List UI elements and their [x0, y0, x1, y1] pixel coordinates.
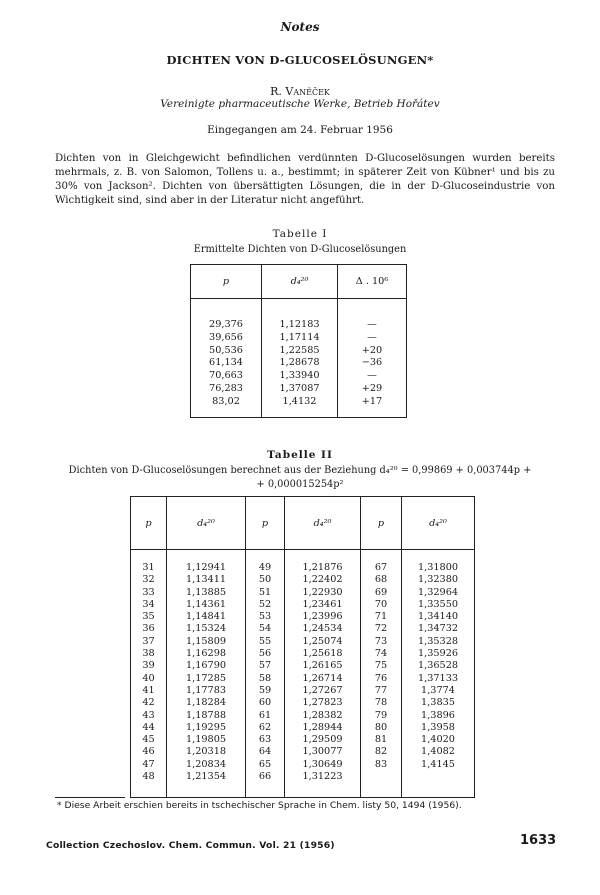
- table1-col-delta: — — +20 −36 — +29 +17: [361, 319, 383, 407]
- table2-col-p2: 49 50 51 52 53 54 55 56 57 58 59 60 61 62 63 64 65 66: [246, 550, 285, 798]
- journal-citation: Collection Czechoslov. Chem. Commun. Vol. 21 (1956): [46, 840, 335, 851]
- author: R. Vaněček: [270, 85, 330, 98]
- table1-col-p: 29,376 39,656 50,536 61,134 70,663 76,283 83,02: [191, 299, 262, 418]
- table2-header-p3: p: [361, 497, 402, 550]
- table1-header-density: d₄²⁰: [262, 265, 338, 299]
- table2-col-d1: 1,12941 1,13411 1,13885 1,14361 1,14841 1,15324 1,15809 1,16298 1,16790 1,17285 1,17783 1,18284 1,18788 1,19295 1,19805 1,20318 1,20834 1,21354: [167, 550, 246, 798]
- table2-col-d3: 1,31800 1,32380 1,32964 1,33550 1,34140 1,34732 1,35328 1,35926 1,36528 1,37133 1,3774 1,3835 1,3896 1,3958 1,4020 1,4082 1,4145: [417, 562, 459, 770]
- table2-subtitle-cont: + 0,000015254p²: [256, 479, 344, 490]
- table2-header-p2: p: [246, 497, 285, 550]
- table2: [130, 496, 475, 798]
- table1-col-density: 1,12183 1,17114 1,22585 1,28678 1,33940 1,37087 1,4132: [262, 299, 338, 418]
- table2-col-p3: 67 68 69 70 71 72 73 74 75 76 77 78 79 80 81 82 83: [361, 550, 402, 798]
- page-number: 1633: [520, 833, 557, 848]
- received-date: Eingegangen am 24. Februar 1956: [207, 124, 393, 136]
- table1-header-p: p: [191, 265, 262, 299]
- table2-col-d2: 1,21876 1,22402 1,22930 1,23461 1,23996 1,24534 1,25074 1,25618 1,26165 1,26714 1,27267 1,27823 1,28382 1,28944 1,29509 1,30077 1,30649 1,31223: [285, 550, 361, 798]
- table1: [190, 264, 407, 418]
- table2-caption: Tabelle II: [267, 449, 333, 461]
- table2-header-d2: d₄²⁰: [285, 497, 361, 550]
- table1-caption: Tabelle I: [272, 228, 328, 240]
- table2-header-p1: p: [131, 497, 167, 550]
- body-paragraph: Dichten von in Gleichgewicht befindlichen verdünnten D-Glucoselösungen wurden bereits mehrmals, z. B. von Salomon, Tollens u. a., bestimmt; in späterer Zeit von Kübner¹ und bis zu 30% von Jackson². Dichten von übersättigten Lösungen, die in der D-Glucoseindustrie von Wichtigkeit sind, sind aber in der Literatur nicht angeführt.: [55, 153, 555, 206]
- table2-header-d1: d₄²⁰: [167, 497, 246, 550]
- table2-subtitle: Dichten von D-Glucoselösungen berechnet aus der Beziehung d₄²⁰ = 0,99869 + 0,003744p +: [68, 465, 532, 476]
- footnote-rule: [55, 797, 125, 798]
- table2-header-d3: d₄²⁰: [402, 497, 475, 550]
- table1-header-delta: Δ . 10⁶: [338, 265, 407, 299]
- table1-subtitle: Ermittelte Dichten von D-Glucoselösungen: [193, 244, 407, 255]
- running-header: Notes: [280, 20, 320, 34]
- affiliation: Vereinigte pharmaceutische Werke, Betrieb Hořátev: [160, 98, 440, 110]
- table2-col-p1: 31 32 33 34 35 36 37 38 39 40 41 42 43 44 45 46 47 48: [131, 550, 167, 798]
- article-title: DICHTEN VON D-GLUCOSELÖSUNGEN*: [166, 53, 434, 67]
- footnote: * Diese Arbeit erschien bereits in tschechischer Sprache in Chem. listy 50, 1494 (1956).: [57, 800, 462, 811]
